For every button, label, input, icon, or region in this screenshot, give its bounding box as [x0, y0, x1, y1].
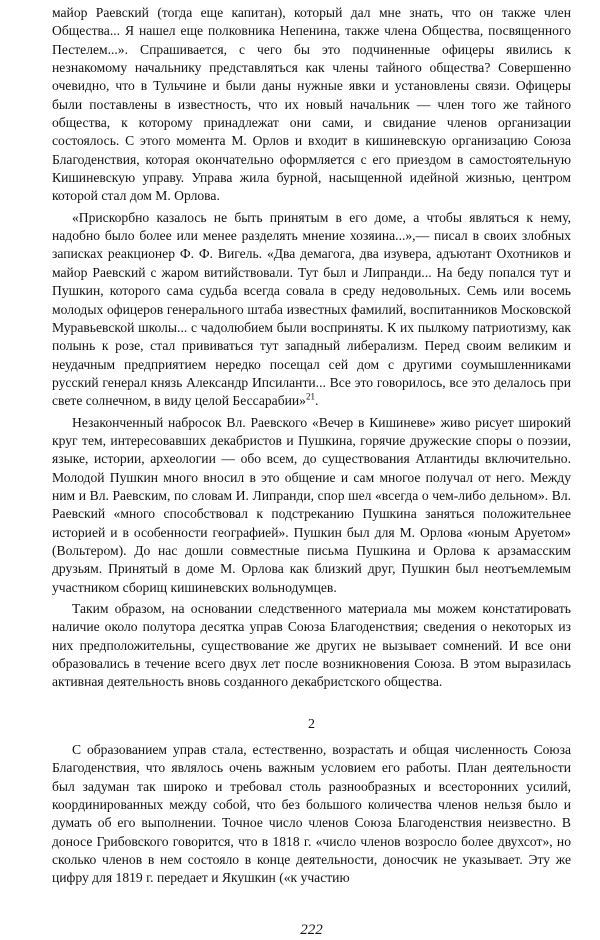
- section-number: 2: [308, 717, 315, 732]
- paragraph-evening-in-kishinev: Незаконченный набросок Вл. Раевского «Вечер в Кишиневе» живо рисует широкий круг тем, интересовавших декабристов и Пушкина, горячие дружеские споры о поэзии, языке, истории, археологии — обо всем, до существования Атлантиды включительно. Молодой Пушкин много вносил в это общение и сам многое получал от него. Между ним и Вл. Раевским, по словам И. Липранди, спор шел «всегда о чем-либо дельном». Вл. Раевский «много способствовал к подстреканию Пушкина заняться положительнее историей и в особенности географией». Пушкин был для М. Орлова «юным Аруетом» (Вольтером). До нас дошли совместные письма Пушкина и Орлова к арзамасским друзьям. Принятый в доме М. Орлова как близкий друг, Пушкин был неотъемлемым участником сборищ кишиневских вольнодумцев.: [52, 414, 571, 595]
- paragraph-section-two: С образованием управ стала, естественно, возрастать и общая численность Союза Благоденствия, что являлось очень важным условием его работы. План деятельности был задуман так широко и требовал столь разнообразных и всесторонних усилий, координированных между собой, что без большого количества членов нельзя было и думать об его выполнении. Точное число членов Союза Благоденствия неизвестно. В доносе Грибовского говорится, что в 1818 г. «число членов возросло более двухсот», но сколько членов в нем состояло в конце деятельности, доносчик не указывает. Эту же цифру для 1819 г. передает и Якушкин («к участию: [52, 742, 571, 886]
- section-two: [52, 741, 571, 888]
- page-number: 222: [300, 922, 323, 938]
- paragraph-quote-vigel-tail: .: [314, 393, 319, 409]
- paragraph-quote-vigel: [52, 209, 571, 411]
- paragraph-conclusion: Таким образом, на основании следственного материала мы можем констатировать наличие около полутора десятка управ Союза Благоденствия; сведения о некоторых из них предположительны, существование же других не вызывает сомнений. И все они образовались в течение всего двух лет после возникновения Союза. В этом выразилась активная деятельность вновь созданного декабристского общества.: [52, 601, 571, 690]
- paragraph-continuation: майор Раевский (тогда еще капитан), который дал мне знать, что он также член Общества... Я нашел еще полковника Непенина, также члена Общества, посвященного Пестелем...». Спрашивается, с чего бы это подчиненные офицеры явились к незнакомому начальнику представляться как члены тайного общества? Совершенно очевидно, что в Тульчине и были даны нужные явки и установлены связи. Офицеры были поставлены в известность, что их новый начальник — член того же тайного общества, к которому принадлежат они сами, и свидание членов организации состоялось. С этого момента М. Орлов и входит в кишиневскую организацию Союза Благоденствия, которая окончательно оформляется с его приездом в самостоятельную Кишиневскую управу. Управа жила бурной, насыщенной идейной жизнью, центром которой стал дом М. Орлова.: [52, 5, 571, 204]
- book-page: [52, 4, 571, 938]
- paragraph-quote-vigel-text: «Прискорбно казалось не быть принятым в его доме, а чтобы являться к нему, надобно было более или менее разделять мнение хозяина...»,— писал в своих злобных записках реакционер Ф. Ф. Вигель. «Два демагога, два изувера, адъютант Охотников и майор Раевский с жаром витийствовали. Тут был и Липранди... На беду попался тут и Пушкин, которого сама судьба всегда совала в среду недовольных. Семь или восемь молодых офицеров генерального штаба известных фамилий, воспитанников Московской Муравьевской школы... с чадолюбием были восприняты. К их пылкому патриотизму, как полынь к розе, стал прививаться тут западный либерализм. Перед своим великим и неудачным предприятием нередко посещал сей дом с другими соумышленниками русский генерал князь Александр Ипсиланти... Все это говорилось, все это делалось при свете солнечном, в виду целой Бессарабии»: [52, 209, 571, 409]
- footnote-marker: 21: [305, 391, 315, 402]
